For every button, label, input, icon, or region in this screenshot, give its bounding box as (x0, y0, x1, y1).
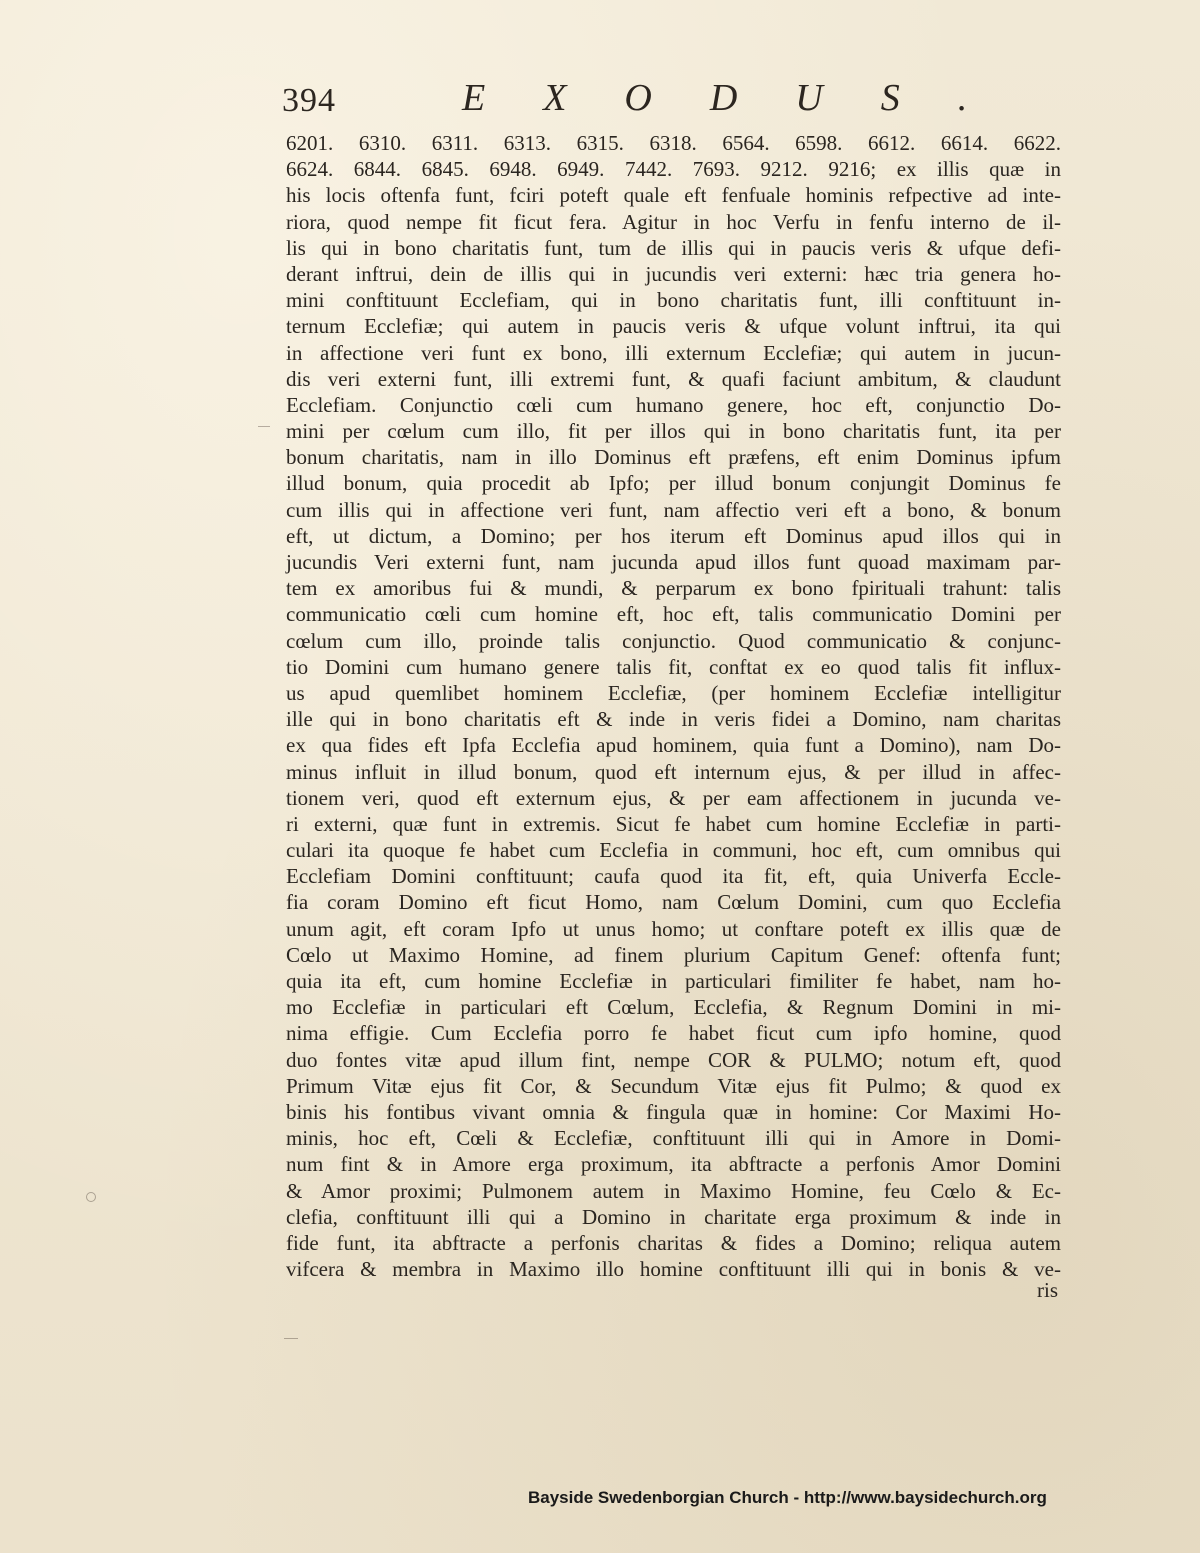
text-line: quia ita eft, cum homine Ecclefiæ in particulari fimiliter fe habet, nam ho- (286, 969, 1061, 993)
text-line: mini per cœlum cum illo, fit per illos qui in bono charitatis funt, ita per (286, 419, 1061, 444)
text-line: unum agit, eft coram Ipfo ut unus homo; ut conftare poteft ex illis quæ de (286, 916, 1061, 941)
text-line: tem ex amoribus fui & mundi, & perparum ex bono fpirituali trahunt: talis (286, 576, 1061, 601)
margin-mark (284, 1338, 298, 1339)
text-line: & Amor proximi; Pulmonem autem in Maximo Homine, feu Cœlo & Ec- (286, 1178, 1061, 1203)
text-line: communicatio cœli cum homine eft, hoc eft, talis communicatio Domini per (286, 602, 1061, 627)
text-line: riora, quod nempe fit ficut fera. Agitur in hoc Verfu in fenfu interno de il- (286, 209, 1061, 234)
text-line: ex qua fides eft Ipfa Ecclefia apud hominem, quia funt a Domino), nam Do- (286, 733, 1061, 758)
text-line: us apud quemlibet hominem Ecclefiæ, (per hominem Ecclefiæ intelligitur (286, 680, 1061, 705)
text-line: cœlum cum illo, proinde talis conjunctio. Quod communicatio & conjunc- (286, 628, 1061, 653)
text-line: nima effigie. Cum Ecclefia porro fe habet ficut cum ipfo homine, quod (286, 1021, 1061, 1046)
catchword: ris (1037, 1278, 1058, 1302)
page-number: 394 (282, 82, 336, 119)
text-line: in affectione veri funt ex bono, illi externum Ecclefiæ; qui autem in jucun- (286, 340, 1061, 365)
text-line: lis qui in bono charitatis funt, tum de illis qui in paucis veris & ufque defi- (286, 235, 1061, 260)
text-line: eft, ut dictum, a Domino; per hos iterum eft Dominus apud illos qui in (286, 523, 1061, 548)
text-line: ternum Ecclefiæ; qui autem in paucis veris & ufque volunt inftrui, ita qui (286, 314, 1061, 339)
text-line: dis veri externi funt, illi extremi funt, & quafi faciunt ambitum, & claudunt (286, 366, 1061, 391)
text-line: his locis oftenfa funt, fciri poteft quale eft fenfuale hominis refpective ad inte- (286, 183, 1061, 208)
text-line: clefia, conftituunt illi qui a Domino in charitate erga proximum & inde in (286, 1204, 1061, 1229)
text-line: 6624. 6844. 6845. 6948. 6949. 7442. 7693. 9212. 9216; ex illis quæ in (286, 157, 1061, 182)
paper-blemish (86, 1192, 96, 1202)
text-line: fide funt, ita abftracte a perfonis charitas & fides a Domino; reliqua autem (286, 1230, 1061, 1255)
text-line: mo Ecclefiæ in particulari eft Cœlum, Ecclefia, & Regnum Domini in mi- (286, 995, 1061, 1020)
running-head: EXODUS. (462, 77, 1026, 119)
text-line: num fint & in Amore erga proximum, ita abftracte a perfonis Amor Domini (286, 1152, 1061, 1177)
text-line: Ecclefiam Domini conftituunt; caufa quod ita fit, eft, quia Univerfa Eccle- (286, 864, 1061, 889)
page-header (282, 72, 1072, 128)
text-line: minis, hoc eft, Cœli & Ecclefiæ, conftituunt illi qui in Amore in Domi- (286, 1126, 1061, 1151)
body-text (286, 130, 1061, 1282)
text-line: tionem veri, quod eft externum ejus, & per eam affectionem in jucunda ve- (286, 785, 1061, 810)
text-line: culari ita quoque fe habet cum Ecclefia in communi, hoc eft, cum omnibus qui (286, 838, 1061, 863)
text-line: fia coram Domino eft ficut Homo, nam Cœlum Domini, cum quo Ecclefia (286, 890, 1061, 915)
text-line: jucundis Veri externi funt, nam jucunda apud illos funt quoad maximam par- (286, 550, 1061, 574)
text-line: Primum Vitæ ejus fit Cor, & Secundum Vitæ ejus fit Pulmo; & quod ex (286, 1073, 1061, 1098)
text-line: Cœlo ut Maximo Homine, ad finem plurium Capitum Genef: oftenfa funt; (286, 942, 1061, 967)
text-line: Ecclefiam. Conjunctio cœli cum humano genere, hoc eft, conjunctio Do- (286, 392, 1061, 417)
text-line: duo fontes vitæ apud illum fint, nempe COR & PULMO; notum eft, quod (286, 1047, 1061, 1072)
text-line: ille qui in bono charitatis eft & inde in veris fidei a Domino, nam charitas (286, 707, 1061, 732)
text-line: vifcera & membra in Maximo illo homine conftituunt illi qui in bonis & ve- (286, 1257, 1061, 1282)
text-line: minus influit in illud bonum, quod eft internum ejus, & per illud in affec- (286, 759, 1061, 784)
text-line: derant inftrui, dein de illis qui in jucundis veri externi: hæc tria genera ho- (286, 261, 1061, 286)
text-line: binis his fontibus vivant omnia & fingula quæ in homine: Cor Maximi Ho- (286, 1099, 1061, 1124)
text-line: mini conftituunt Ecclefiam, qui in bono charitatis funt, illi conftituunt in- (286, 288, 1061, 313)
text-line: illud bonum, quia procedit ab Ipfo; per illud bonum conjungit Dominus fe (286, 471, 1061, 496)
margin-mark (258, 426, 270, 427)
text-line: cum illis qui in affectione veri funt, nam affectio veri eft a bono, & bonum (286, 497, 1061, 522)
watermark-credit: Bayside Swedenborgian Church - http://www.baysidechurch.org (528, 1488, 1047, 1507)
text-line: tio Domini cum humano genere talis fit, conftat ex eo quod talis fit influx- (286, 654, 1061, 679)
text-line: 6201. 6310. 6311. 6313. 6315. 6318. 6564. 6598. 6612. 6614. 6622. (286, 131, 1061, 155)
text-line: ri externi, quæ funt in extremis. Sicut fe habet cum homine Ecclefiæ in parti- (286, 811, 1061, 836)
text-line: bonum charitatis, nam in illo Dominus eft præfens, eft enim Dominus ipfum (286, 445, 1061, 470)
